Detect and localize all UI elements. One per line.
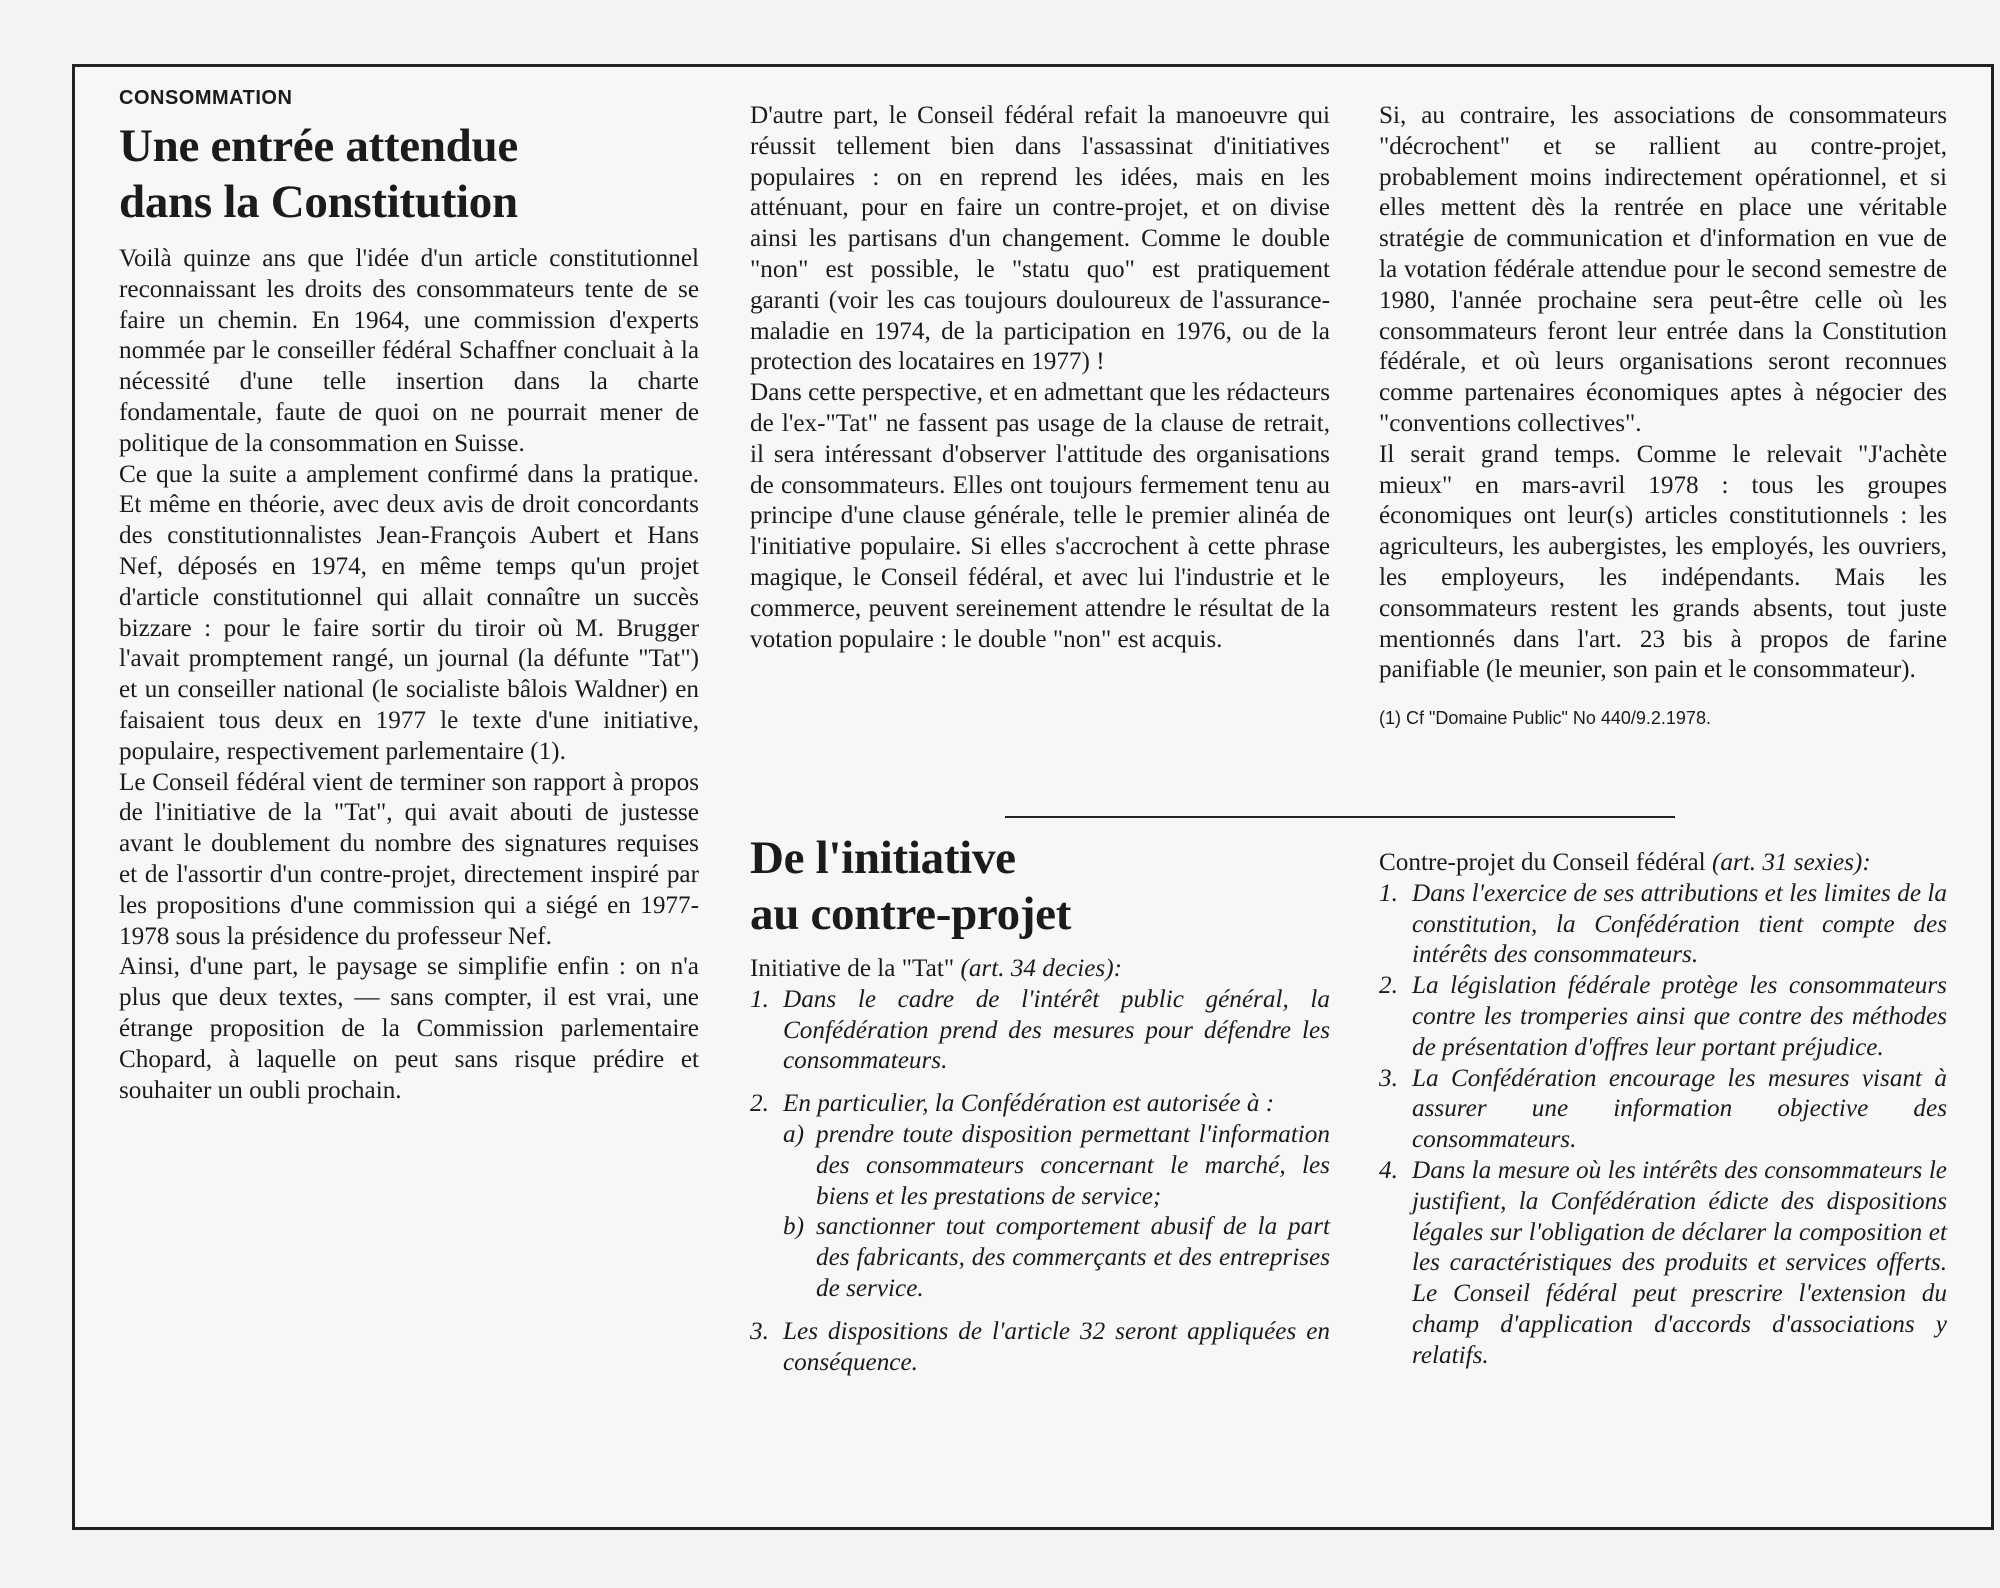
counter-article-ref: (art. 31 sexies):	[1711, 849, 1871, 876]
item-number: 1.	[1379, 879, 1398, 907]
item-number: 2.	[750, 1090, 769, 1118]
initiative-sublist	[783, 1120, 1330, 1305]
item-text: Dans la mesure où les intérêts des consommateurs le justifient, la Confédération édicte des dispositions légales sur l'obligation de déclarer la composition et les caractéristiques des produits et services offerts. Le Conseil fédéral peut prescrire l'extension du champ d'application d'accords d'associations y relatifs.	[1412, 1156, 1947, 1369]
counter-list	[1379, 879, 1947, 1372]
item-text: Dans le cadre de l'intérêt public général, la Confédération prend des mesures pour défendre les consommateurs.	[783, 985, 1330, 1075]
item-text: sanctionner tout comportement abusif de la part des fabricants, des commerçants et des entreprises de service.	[816, 1213, 1330, 1302]
counter-item-2	[1379, 971, 1947, 1063]
box-title-line-1: De l'initiative	[750, 832, 1016, 884]
item-text: Dans l'exercice de ses attributions et les limites de la constitution, la Confédération tient compte des intérêts des consommateurs.	[1412, 879, 1947, 969]
paragraph-1: Voilà quinze ans que l'idée d'un article constitutionnel reconnaissant les droits des consommateurs tente de se faire un chemin. En 1964, une commission d'experts nommée par le conseiller fédéral Schaffner concluait à la nécessité d'une telle insertion dans la charte fondamentale, faute de quoi on ne pourrait mener de politique de la consommation en Suisse.	[119, 245, 699, 457]
article-title	[119, 118, 699, 230]
paragraph-3: Le Conseil fédéral vient de terminer son rapport à propos de l'initiative de la "Tat", qui avait abouti de justesse avant le doublement du nombre des signatures requises et de l'assortir d'un contre-projet, directement inspiré par les propositions d'une commission qui a siégé en 1977-1978 sous la présidence du professeur Nef.	[119, 768, 699, 950]
column-3	[1379, 101, 1947, 729]
counter-intro: Contre-projet du Conseil fédéral	[1379, 849, 1706, 876]
initiative-list	[750, 985, 1330, 1379]
paragraph-8: Il serait grand temps. Comme le relevait "J'achète mieux" en mars-avril 1978 : tous les groupes économiques ont leur(s) articles constitutionnels : les agriculteurs, les aubergistes, les employés, les ouvriers, les employeurs, les indépendants. Mais les consommateurs restent les grands absents, tout juste mentionnés dans l'art. 23 bis à propos de farine panifiable (le meunier, son pain et le consommateur).	[1379, 440, 1947, 684]
item-text: La Confédération encourage les mesures visant à assurer une information objective des consommateurs.	[1412, 1064, 1947, 1154]
paragraph-4: Ainsi, d'une part, le paysage se simplifie enfin : on n'a plus que deux textes, — sans compter, il est vrai, une étrange proposition de la Commission parlementaire Chopard, à laquelle on peut sans risque prédire et souhaiter un oubli prochain.	[119, 953, 699, 1104]
initiative-item-3	[750, 1317, 1330, 1379]
item-number: 3.	[1379, 1064, 1398, 1092]
section-kicker: CONSOMMATION	[119, 87, 293, 109]
counter-item-1	[1379, 879, 1947, 971]
item-letter: b)	[783, 1213, 804, 1241]
item-text: La législation fédérale protège les consommateurs contre les tromperies ainsi que contre des méthodes de présentation d'offres leur portant préjudice.	[1412, 972, 1947, 1061]
article-title-line-2: dans la Constitution	[119, 176, 518, 228]
initiative-box	[750, 830, 1330, 1378]
item-number: 2.	[1379, 972, 1398, 1000]
item-text: Les dispositions de l'article 32 seront appliquées en conséquence.	[783, 1317, 1330, 1376]
initiative-item-2	[750, 1089, 1330, 1305]
box-title	[750, 830, 1330, 942]
initiative-subitem-b	[783, 1212, 1330, 1304]
item-letter: a)	[783, 1120, 804, 1148]
initiative-article-ref: (art. 34 decies):	[960, 955, 1123, 982]
paragraph-6: Dans cette perspective, et en admettant que les rédacteurs de l'ex-"Tat" ne fassent pas usage de la clause de retrait, il sera intéressant d'observer l'attitude des organisations de consommateurs. Elles ont toujours fermement tenu au principe d'une clause générale, telle le premier alinéa de l'initiative populaire. Si elles s'accrochent à cette phrase magique, le Conseil fédéral, et avec lui l'industrie et le commerce, peuvent sereinement attendre le résultat de la votation populaire : le double "non" est acquis.	[750, 379, 1330, 653]
box-title-line-2: au contre-projet	[750, 888, 1072, 940]
counter-item-3	[1379, 1064, 1947, 1156]
paragraph-2: Ce que la suite a amplement confirmé dans la pratique. Et même en théorie, avec deux avis de droit concordants des constitutionnalistes Jean-François Aubert et Hans Nef, déposés en 1974, en même temps qu'un projet d'article constitutionnel qui allait connaître un succès bizzare : pour le faire sortir du tiroir où M. Brugger l'avait promptement rangé, un journal (la défunte "Tat") et un conseiller national (le socialiste bâlois Waldner) en faisaient tous deux en 1977 le texte d'une initiative, populaire, respectivement parlementaire (1).	[119, 460, 699, 765]
item-number: 4.	[1379, 1156, 1398, 1184]
item-number: 1.	[750, 985, 769, 1013]
article-frame	[72, 64, 1994, 1530]
initiative-heading	[750, 954, 1330, 985]
article-title-line-1: Une entrée attendue	[119, 120, 518, 172]
initiative-item-1	[750, 985, 1330, 1077]
counter-heading	[1379, 848, 1947, 879]
column-1	[119, 87, 699, 1106]
item-number: 3.	[750, 1317, 769, 1345]
paragraph-7: Si, au contraire, les associations de consommateurs "décrochent" et se rallient au contre-projet, probablement moins indirectement opérationnel, et si elles mettent dès la rentrée en place une véritable stratégie de communication et d'information en vue de la votation fédérale attendue pour le second semestre de 1980, l'année prochaine sera peut-être celle où les consommateurs feront leur entrée dans la Constitution fédérale, et où leurs organisations seront reconnues comme partenaires économiques aptes à négocier des "conventions collectives".	[1379, 102, 1947, 437]
column-2	[750, 101, 1330, 655]
initiative-intro: Initiative de la "Tat"	[750, 955, 955, 982]
footnote: (1) Cf "Domaine Public" No 440/9.2.1978.	[1379, 708, 1711, 729]
initiative-subitem-a	[783, 1120, 1330, 1212]
paragraph-5: D'autre part, le Conseil fédéral refait la manoeuvre qui réussit tellement bien dans l'assassinat d'initiatives populaires : on en reprend les idées, mais en les atténuant, pour en faire un contre-projet, et on divise ainsi les partisans d'un changement. Comme le double "non" est possible, le "statu quo" est pratiquement garanti (voir les cas toujours douloureux de l'assurance-maladie en 1974, de la participation en 1976, ou de la protection des locataires en 1977) !	[750, 102, 1330, 376]
item-text: prendre toute disposition permettant l'information des consommateurs concernant le marché, les biens et les prestations de service;	[816, 1120, 1330, 1210]
section-divider	[1005, 816, 1675, 818]
counter-project-box	[1379, 848, 1947, 1372]
counter-item-4	[1379, 1156, 1947, 1372]
item-text: En particulier, la Confédération est autorisée à :	[783, 1090, 1275, 1118]
